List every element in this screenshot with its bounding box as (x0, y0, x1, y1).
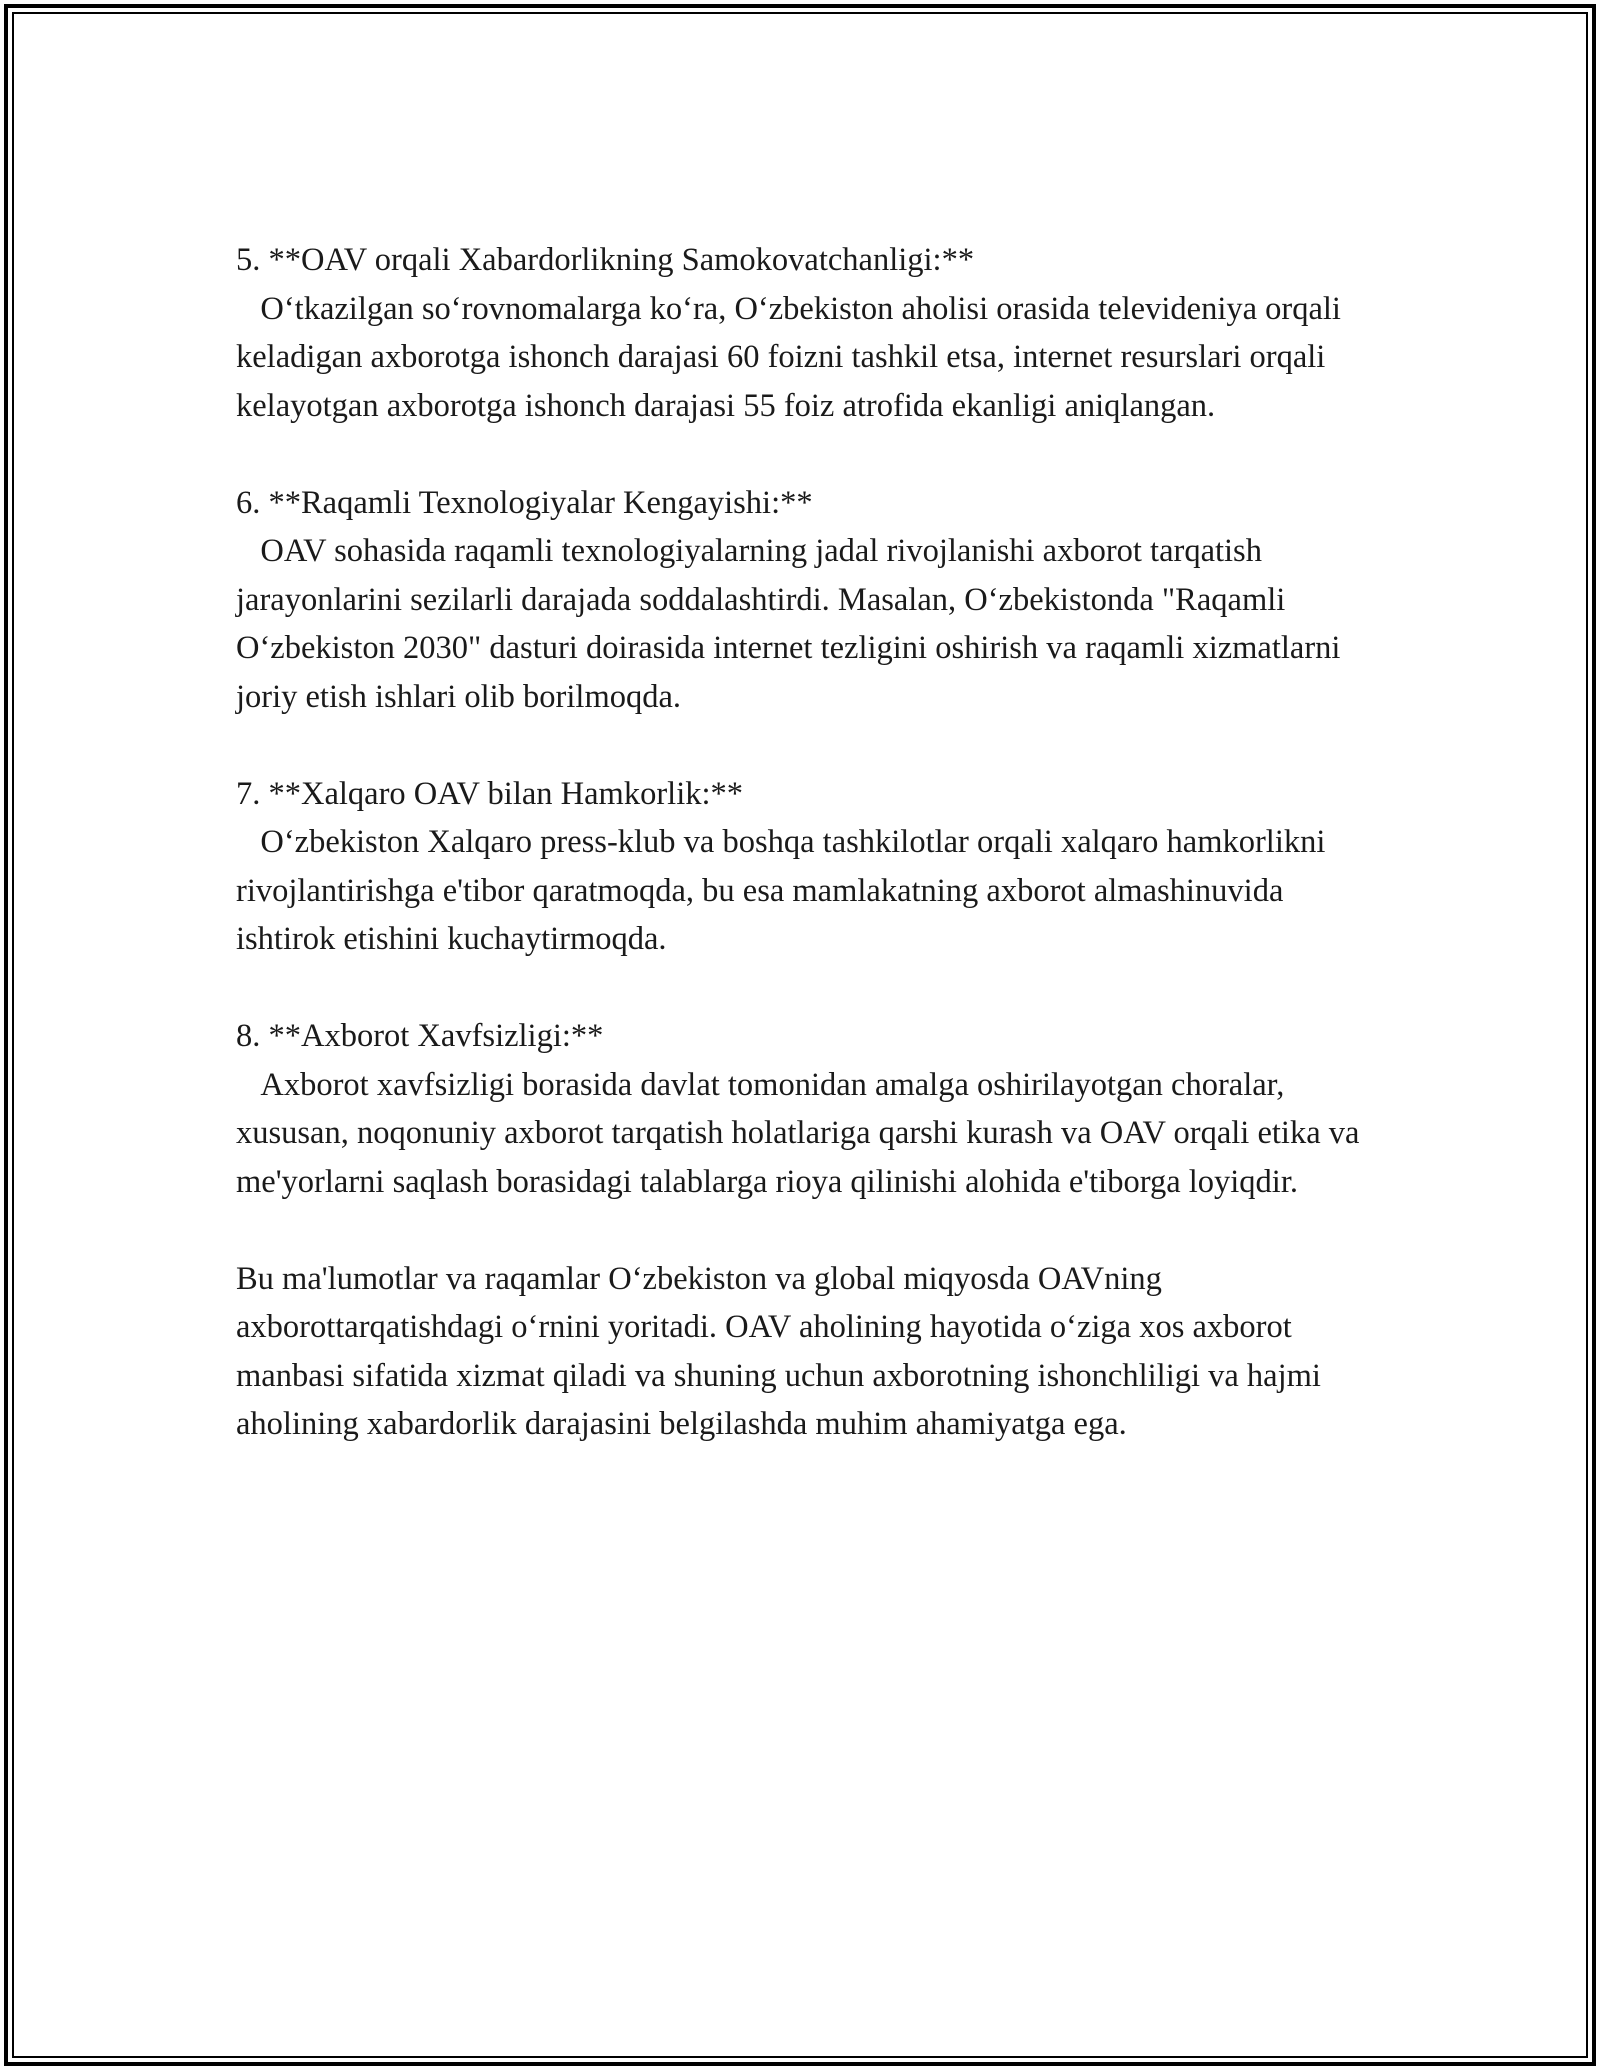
section-paragraph: Axborot xavfsizligi borasida davlat tomonidan amalga oshirilayotgan choralar, xususan, noqonuniy axborot tarqatish holatlariga qarshi kurash va OAV orqali etika va me'yorlarni saqlash borasidagi talablarga rioya qilinishi alohida e'tiborga loyiqdir. (236, 1066, 1368, 1200)
section-paragraph: OAV sohasida raqamli texnologiyalarning jadal rivojlanishi axborot tarqatish jarayonlarini sezilarli darajada soddalashtirdi. Masalan, O‘zbekistonda "Raqamli O‘zbekiston 2030" dasturi doirasida internet tezligini oshirish va raqamli xizmatlarni joriy etish ishlari olib borilmoqda. (236, 533, 1349, 715)
closing-section (236, 1255, 1376, 1449)
section-heading: 6. **Raqamli Texnologiyalar Kengayishi:** (236, 484, 813, 521)
document-body (236, 236, 1376, 1497)
section-heading: 5. **OAV orqali Xabardorlikning Samokovatchanligi:** (236, 242, 975, 278)
section-8 (236, 1012, 1376, 1206)
section-paragraph: O‘zbekiston Xalqaro press-klub va boshqa tashkilotlar orqali xalqaro hamkorlikni rivojlantirishga e'tibor qaratmoqda, bu esa mamlakatning axborot almashinuvida ishtirok etishini kuchaytirmoqda. (236, 824, 1334, 957)
section-paragraph: O‘tkazilgan so‘rovnomalarga ko‘ra, O‘zbekiston aholisi orasida televideniya orqali keladigan axborotga ishonch darajasi 60 foizni tashkil etsa, internet resurslari orqali kelayotgan axborotga ishonch darajasi 55 foiz atrofida ekanligi aniqlangan. (236, 290, 1350, 424)
section-heading: 8. **Axborot Xavfsizligi:** (236, 1018, 604, 1054)
section-5 (236, 236, 1376, 430)
closing-paragraph: Bu ma'lumotlar va raqamlar O‘zbekiston va global miqyosda OAVning axborottarqatishdagi o‘rnini yoritadi. OAV aholining hayotida o‘ziga xos axborot manbasi sifatida xizmat qiladi va shuning uchun axborotning ishonchliligi va hajmi aholining xabardorlik darajasini belgilashda muhim ahamiyatga ega. (236, 1260, 1330, 1442)
section-6 (236, 479, 1376, 722)
section-heading: 7. **Xalqaro OAV bilan Hamkorlik:** (236, 775, 744, 812)
section-7 (236, 770, 1376, 964)
